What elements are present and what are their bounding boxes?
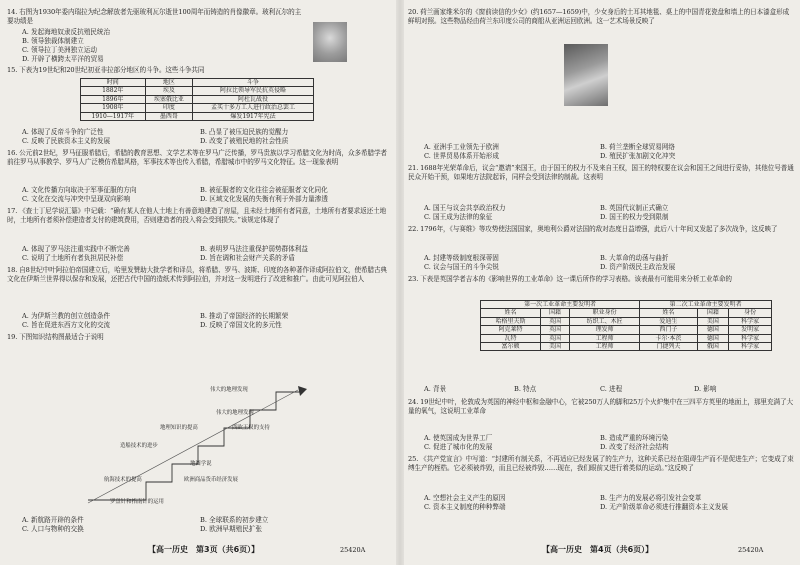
q21-option-b: B. 英国代议制正式确立 xyxy=(600,204,669,212)
q16-stem: 16. 公元前2世纪，罗马征服希腊后，希腊的教育思想、文学艺术等在罗马广泛传播，罗马贵族以学习希腊文化为时尚，众多希腊学者前往罗马从事教学、罗马人广泛模仿希腊风格，军事技术等也传入希腊，希腊城市中的罗马文化特征。这一现象表明 xyxy=(7,149,387,167)
table-cell: 美国 xyxy=(697,317,729,325)
q24-option-b: B. 造成严重的环境污染 xyxy=(600,434,669,442)
table-cell: 理发师 xyxy=(570,326,640,334)
diagram-step-label: 地圆学说 xyxy=(190,461,212,467)
table-subheader: 身份 xyxy=(729,309,772,317)
q19-diagram xyxy=(0,0,396,565)
table-cell: 1910—1917年 xyxy=(81,112,146,120)
q18-stem: 18. 自8世纪中叶阿拉伯帝国建立后，哈里发赞助大批学者和译员，将希腊、罗马、波斯、印度的各种著作译成阿拉伯文，使希腊古典文化在伊斯兰世界得以保存和发展，还把古代中国的造纸术传到阿拉伯，并对这一发明进行了改进和推广。由此可见阿拉伯人 xyxy=(7,266,387,284)
q14-option-d: D. 开辟了横跨太平洋的贸易 xyxy=(22,55,104,63)
q15-option-a: A. 体现了反帝斗争的广泛性 xyxy=(22,128,104,136)
q20-option-d: D. 殖民扩张加剧文化冲突 xyxy=(600,152,676,160)
q20-option-b: B. 荷兰垄断全球贸易网络 xyxy=(600,143,675,151)
q19-option-b: B. 全球联系的初步建立 xyxy=(200,516,269,524)
q18-option-b: B. 推动了帝国经济的长期繁荣 xyxy=(200,312,289,320)
left-page xyxy=(0,0,396,565)
table-cell: 阿拉比领导军民抗英侵略 xyxy=(193,87,314,95)
q19-option-d: D. 欧洲早期殖民扩张 xyxy=(200,525,262,533)
q19-stem: 19. 下图知识结构图最适合于说明 xyxy=(7,333,104,341)
q23-table xyxy=(480,300,772,351)
table-subheader: 姓名 xyxy=(640,309,697,317)
table-header: 时间 xyxy=(81,79,146,87)
table-cell: 瓦特 xyxy=(481,334,541,342)
diagram-step-label: 西欧王权的支持 xyxy=(232,425,270,431)
table-cell: 英国 xyxy=(540,317,569,325)
table-cell: 德国 xyxy=(697,334,729,342)
diagram-step-label: 伟大的地理发现 xyxy=(210,387,248,393)
table-cell: 阿杜瓦战役 xyxy=(193,95,314,103)
table-cell: 阿克莱特 xyxy=(481,326,541,334)
diagram-step-label: 罗盘针和指南针的运用 xyxy=(110,499,164,505)
table-cell: 发明家 xyxy=(729,326,772,334)
q22-stem: 22. 1796年，《与赛维》等攻势使法国国家，奥地利公爵对法国的敌对态度日益增强，此后八十年间又发起了多次战争，这反映了 xyxy=(408,225,778,233)
table-cell: 工程师 xyxy=(570,334,640,342)
vermeer-painting-image xyxy=(564,44,608,106)
table-subheader: 国籍 xyxy=(540,309,569,317)
q16-option-a: A. 文化传播方向取决于军事征服的方向 xyxy=(22,186,137,194)
q23-stem: 23. 下表是英国学者吉本的《影响世界的工业革命》这一课后所作的学习表格。该表最有可能用来分析工业革命的 xyxy=(408,275,732,283)
q24-option-c: C. 促进了城市化的发展 xyxy=(424,443,493,451)
q22-option-a: A. 封建等级制度根深蒂固 xyxy=(424,254,499,262)
table-cell: 科学家 xyxy=(729,334,772,342)
page-fold xyxy=(396,0,404,565)
q21-stem: 21. 1688年光荣革命后，议会“邀请”来国王，由于国王的权力不及来自王权，国王的特权要在议会和国王之间进行妥协，其他位号普通民众开始干预，如果地方法院起诉，同样会受到法律的制裁。这表明 xyxy=(408,164,794,182)
q18-option-a: A. 为伊斯兰教的创立创造条件 xyxy=(22,312,111,320)
table-cell: 英国 xyxy=(540,326,569,334)
table-cell: 埃及 xyxy=(145,87,193,95)
q22-option-b: B. 大革命的动荡与曲折 xyxy=(600,254,669,262)
table-cell: 富尔顿 xyxy=(481,343,541,351)
table-cell: 孟买十多万工人进行政治总罢工 xyxy=(193,104,314,112)
q20-option-a: A. 亚洲手工业领先于欧洲 xyxy=(424,143,499,151)
table-cell: 门捷列夫 xyxy=(640,343,697,351)
q16-option-d: D. 区域文化发展的失衡有利于外部力量渗透 xyxy=(200,195,328,203)
table-cell: 工程师 xyxy=(570,343,640,351)
q25-option-b: B. 生产力的发展必将引发社会变革 xyxy=(600,494,702,502)
q24-stem: 24. 19世纪中叶，伦敦成为英国的神经中枢和金融中心，它被250万人的脚和25万个火炉集中在三四平方英里的地面上，那里充满了大量的氧气，这说明工业革命 xyxy=(408,398,794,416)
table-cell: 卡尔·本茨 xyxy=(640,334,697,342)
page-footer-code: 25420A xyxy=(340,546,366,554)
table-cell: 俄国 xyxy=(697,343,729,351)
q19-option-a: A. 新航路开辟的条件 xyxy=(22,516,84,524)
q25-option-a: A. 空想社会主义产生的原因 xyxy=(424,494,506,502)
q16-option-c: C. 文化在交流与冲突中呈现双向影响 xyxy=(22,195,130,203)
q15-option-c: C. 反映了民族资本主义的发展 xyxy=(22,137,111,145)
table-cell: 西门子 xyxy=(640,326,697,334)
table-cell: 墨西哥 xyxy=(145,112,193,120)
table-cell: 德国 xyxy=(697,326,729,334)
table-cell: 哈格里夫斯 xyxy=(481,317,541,325)
table-cell: 1882年 xyxy=(81,87,146,95)
q14-option-b: B. 领导独裁体制建立 xyxy=(22,37,84,45)
table-cell: 英国 xyxy=(540,334,569,342)
q22-option-c: C. 议会与国王的斗争尖锐 xyxy=(424,263,499,271)
q23-option-a: A. 背景 xyxy=(424,385,447,393)
q18-option-c: C. 旨在促进东西方文化的交流 xyxy=(22,321,111,329)
table-header: 第二次工业革命主要发明者 xyxy=(640,301,772,309)
q24-option-d: D. 改变了经济社会结构 xyxy=(600,443,669,451)
q23-option-b: B. 特点 xyxy=(514,385,537,393)
page-footer-label: 【高一历史 第4页（共6页）】 xyxy=(542,545,654,554)
q17-option-a: A. 体现了罗马法注重实践中不断完善 xyxy=(22,245,130,253)
table-header: 第一次工业革命主要发明者 xyxy=(481,301,640,309)
q22-option-d: D. 资产阶级民主政治发展 xyxy=(600,263,676,271)
q17-stem: 17. 《查士丁尼学说汇纂》中记载：“确有某人在他人土地上有善意地建造了房屋，且未经土地所有者同意，土地所有者要求返还土地时，土地所有者须补偿建造者支付的建筑费用，否则建造者的投入将会受到损失。”该规定体现了 xyxy=(7,207,387,225)
page-footer-label: 【高一历史 第3页（共6页）】 xyxy=(148,545,260,554)
q21-option-c: C. 国王成为法律的象征 xyxy=(424,213,493,221)
q17-option-c: C. 说明了土地所有者负担居民补偿 xyxy=(22,254,124,262)
table-cell: 印度 xyxy=(145,104,193,112)
q23-option-c: C. 进程 xyxy=(600,385,623,393)
table-cell: 爱迪生 xyxy=(640,317,697,325)
q24-option-a: A. 使英国成为世界工厂 xyxy=(424,434,493,442)
q16-option-b: B. 被征服者的文化往往会被征服者文化同化 xyxy=(200,186,328,194)
q25-option-c: C. 资本主义制度的种种弊端 xyxy=(424,503,506,511)
table-cell: 科学家 xyxy=(729,317,772,325)
q14-option-c: C. 领导拉丁美洲独立运动 xyxy=(22,46,97,54)
q23-option-d: D. 影响 xyxy=(694,385,717,393)
diagram-step-label: 地理知识的提高 xyxy=(160,425,198,431)
table-cell: 美国 xyxy=(540,343,569,351)
diagram-step-label: 航海技术的提高 xyxy=(104,477,142,483)
table-cell: 1896年 xyxy=(81,95,146,103)
q14-option-a: A. 发起海地奴隶反抗殖民统治 xyxy=(22,28,111,36)
page-footer-code: 25420A xyxy=(738,546,764,554)
diagram-step-label: 欧洲商品货币经济发展 xyxy=(184,477,238,483)
table-header: 地区 xyxy=(145,79,193,87)
table-cell: 1908年 xyxy=(81,104,146,112)
q25-option-d: D. 无产阶级革命必须进行推翻资本主义发展 xyxy=(600,503,728,511)
diagram-step-label: 造船技术的进步 xyxy=(120,443,158,449)
table-subheader: 国籍 xyxy=(697,309,729,317)
diagram-step-label: 伟大的地理发现 xyxy=(216,410,254,416)
q25-stem: 25. 《共产党宣言》中写道：“封建所有制关系，不再适应已经发展了的生产力，这种关系已经在阻碍生产而不是促进生产；它变成了束缚生产的桎梏。它必须被炸毁，而且已经被炸毁……现在，我们眼前又进行着类似的运动。”这反映了 xyxy=(408,455,794,473)
q21-option-a: A. 国王与议会共享政治权力 xyxy=(424,204,506,212)
table-cell: 埃塞俄比亚 xyxy=(145,95,193,103)
q15-option-b: B. 凸显了被压迫民族的觉醒力 xyxy=(200,128,289,136)
q17-option-d: D. 旨在调和社会财产关系的矛盾 xyxy=(200,254,295,262)
table-subheader: 姓名 xyxy=(481,309,541,317)
q15-option-d: D. 改变了被殖民地的社会性质 xyxy=(200,137,289,145)
q14-stem: 14. 右图为1930年委内瑞拉为纪念解放者先驱玻利瓦尔逝世100周年而铸造的肖像徽章。玻利瓦尔的主要功绩是 xyxy=(7,8,302,26)
q15-stem: 15. 下表为19世纪和20世纪初亚非拉部分地区的斗争。这些斗争共同 xyxy=(7,66,205,74)
table-subheader: 职业身份 xyxy=(570,309,640,317)
q17-option-b: B. 表明罗马法注重保护弱势群体利益 xyxy=(200,245,308,253)
table-cell: 纺织工、木匠 xyxy=(570,317,640,325)
q19-option-c: C. 人口与物种的交换 xyxy=(22,525,84,533)
right-page xyxy=(404,0,800,565)
q20-option-c: C. 世界贸易体系开始形成 xyxy=(424,152,499,160)
q20-stem: 20. 荷兰画家维米尔的《窗前读信的少女》(约1657—1659)中，少女身后的土耳其地毯、桌上的中国青花瓷盘和墙上的日本漆盒形成鲜明对照。这些物品经由荷兰东印度公司的商船从亚洲运回欧洲。这一艺术场景反映了 xyxy=(408,8,790,26)
table-cell: 科学家 xyxy=(729,343,772,351)
q18-option-d: D. 反映了帝国文化的多元性 xyxy=(200,321,282,329)
table-header: 斗争 xyxy=(193,79,314,87)
table-cell: 爆发1917年宪法 xyxy=(193,112,314,120)
q21-option-d: D. 国王的权力受到限制 xyxy=(600,213,669,221)
